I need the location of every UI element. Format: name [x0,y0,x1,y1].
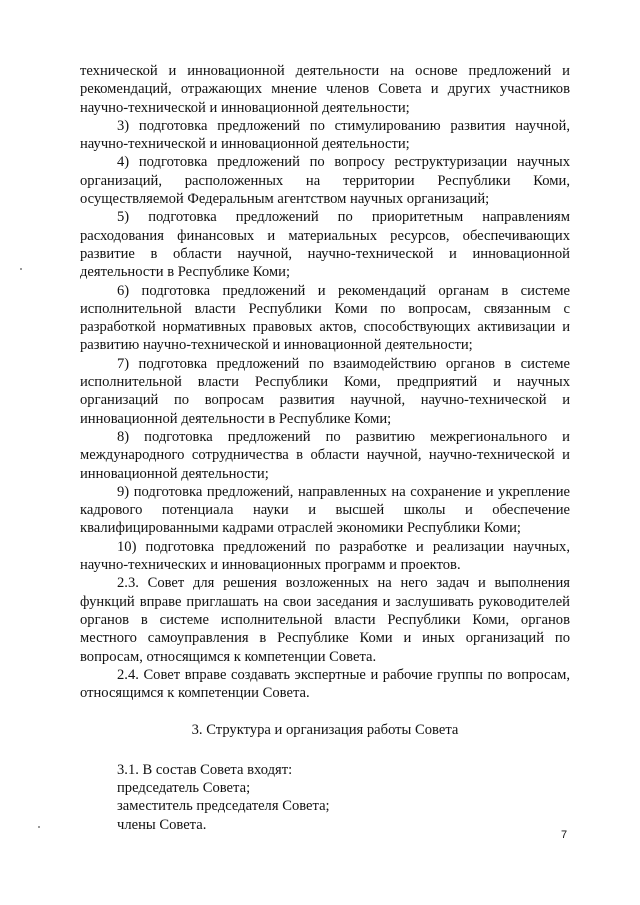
scan-speck [38,826,40,828]
paragraph-item-4: 4) подготовка предложений по вопросу реструктуризации научных организаций, расположенных на территории Республики Коми, осуществляемой Федеральным агентством научных организаций; [80,154,570,208]
document-body [80,62,570,834]
composition-members: члены Совета. [117,816,207,833]
paragraph-item-9: 9) подготовка предложений, направленных на сохранение и укрепление кадрового потенциала науки и высшей школы и обеспечение квалифицированными кадрами отраслей экономики Республики Коми; [80,483,570,537]
paragraph-2-4: 2.4. Совет вправе создавать экспертные и рабочие группы по вопросам, относящимся к компетенции Совета. [80,666,570,702]
paragraph-item-10: 10) подготовка предложений по разработке и реализации научных, научно-технических и инновационных программ и проектов. [80,538,570,574]
composition-intro: 3.1. В состав Совета входят: [117,761,293,778]
paragraph-item-7: 7) подготовка предложений по взаимодействию органов в системе исполнительной власти Республики Коми, предприятий и научных организаций по вопросам развития научной, научно-технической и инновационной деятельности в Республике Коми; [80,355,570,427]
paragraph-item-5: 5) подготовка предложений по приоритетным направлениям расходования финансовых и материальных ресурсов, обеспечивающих развитие в области научной, научно-технической и инновационной деятельности в Республике Коми; [80,209,570,281]
composition-deputy: заместитель председателя Совета; [117,798,330,815]
scan-speck [20,268,22,270]
paragraph-item-8: 8) подготовка предложений по развитию межрегионального и международного сотрудничества в области научной, научно-технической и инновационной деятельности; [80,428,570,482]
paragraph-item-6: 6) подготовка предложений и рекомендаций органам в системе исполнительной власти Республики Коми по вопросам, связанным с разработкой нормативных правовых актов, способствующих активизации и развитию научно-технической и инновационной деятельности; [80,282,570,354]
paragraph-item-3: 3) подготовка предложений по стимулированию развития научной, научно-технической и инновационной деятельности; [80,117,570,153]
paragraph-2-3: 2.3. Совет для решения возложенных на него задач и выполнения функций вправе приглашать на свои заседания и заслушивать руководителей органов в системе исполнительной власти Республики Коми, органов местного самоуправления в Республике Коми и иных организаций по вопросам, относящимся к компетенции Совета. [80,575,570,665]
paragraph-continuation: технической и инновационной деятельности на основе предложений и рекомендаций, отражающих мнение членов Совета и других участников научно-технической и инновационной деятельности; [80,63,570,116]
section-heading: 3. Структура и организация работы Совета [191,722,459,739]
page-number: 7 [561,829,568,841]
composition-chairman: председатель Совета; [117,779,251,796]
